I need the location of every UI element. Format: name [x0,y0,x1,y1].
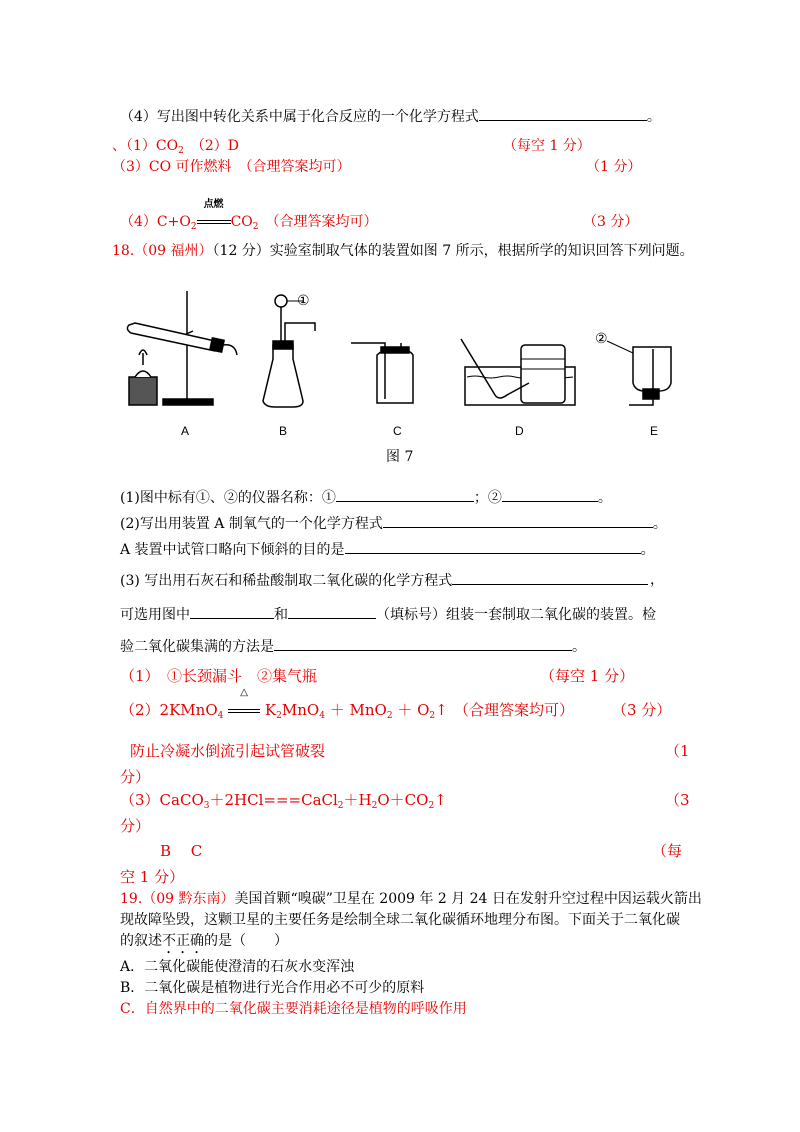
answer-17-line2: （3）CO 可作燃料 （合理答案均可） [112,159,351,175]
label-b: B [279,424,288,438]
answer-18-5: B C [160,842,203,860]
apparatus-a [127,291,237,405]
q19-line2: 现故障坠毁，这颗卫星的主要任务是绘制全球二氧化碳循环地理分布图。下面关于二氧化碳 [120,912,680,928]
q18-p2: (2)写出用装置 A 制氧气的一个化学方程式 。 [120,513,667,534]
answer-18-3-score: （1 [665,742,690,760]
q18-p2b: A 装置中试管口略向下倾斜的目的是 。 [120,539,655,560]
label-c: C [393,424,402,438]
q18-p3: (3) 写出用石灰石和稀盐酸制取二氧化碳的化学方程式 [120,570,648,591]
q18-heading: 18.（09 福州）（12 分）实验室制取气体的装置如图 7 所示，根据所学的知识回答下列问题。 [112,243,694,259]
answer-18-4-score-cont: 分） [120,817,151,835]
answer-18-2-note: （合理答案均可） [454,701,575,719]
label-e: E [650,424,659,438]
figure-caption: 图 7 [386,449,414,465]
q18-p3b: 可选用图中 和 （填标号）组装一套制取二氧化碳的装置。检 [120,604,656,625]
label-a: A [181,424,190,438]
q19-line1: 19.（09 黔东南）美国首颗“嗅碳”卫星在 2009 年 2 月 24 日在发射升空过程中因运载火箭出 [120,891,702,907]
answer-blank[interactable] [452,570,648,585]
q18-p1: (1)图中标有①、②的仪器名称：① ；② 。 [120,487,612,508]
answer-blank[interactable] [274,636,572,651]
emphasis-not-correct: 不正确 [162,933,204,949]
answer-18-1: （1） ①长颈漏斗 ②集气瓶 [120,667,318,685]
answer-18-5-score: （每 [652,842,683,860]
apparatus-figure [115,283,685,443]
q17-part4: （4）写出图中转化关系中属于化合反应的一个化学方程式 。 [120,106,661,127]
marker-1: ① [297,292,310,308]
answer-blank[interactable] [345,539,641,554]
answer-blank[interactable] [190,604,274,619]
answer-17-line1-score: （每空 1 分） [503,138,591,154]
answer-18-2-score: （3 分） [612,701,672,719]
answer-18-4: $(3)CaCO_3+2HCl===CaCl_2+H_2O+CO_2↑$ [120,791,447,811]
answer-blank[interactable] [502,487,598,502]
answer-17-line3: $(4)C+O_2$ 点燃 $CO_2$ （合理答案均可） [120,199,378,232]
q18-p3-end: ， [650,572,664,588]
answer-blank[interactable] [288,604,376,619]
marker-2: ② [595,330,608,346]
answer-18-5-score-cont: 空 1 分） [120,868,185,886]
q19-option-c[interactable]: C．自然界中的二氧化碳主要消耗途径是植物的呼吸作用 [120,1001,467,1017]
answer-blank[interactable] [336,487,474,502]
answer-18-3: 防止冷凝水倒流引起试管破裂 [130,742,326,760]
answer-blank[interactable] [383,513,653,528]
q19-option-b[interactable]: B．二氧化碳是植物进行光合作用必不可少的原料 [120,980,425,996]
reaction-condition: 点燃 [197,212,231,232]
apparatus-d [461,339,575,405]
label-d: D [515,424,524,438]
q19-line3: 的叙述不正确的是（ ） [120,933,288,949]
answer-17-line3-score: （3 分） [583,214,639,230]
apparatus-b [263,295,315,407]
answer-18-2: （2）2KMnO$_4$ △ $K_2MnO_4 + MnO_2$ ＋ $O_2↑$ [120,687,448,721]
apparatus-c [351,343,413,403]
answer-17-line1: 、$(1)CO_2$ （2）D [112,138,239,156]
answer-17-line2-score: （1 分） [586,159,642,175]
apparatus-e [607,341,671,405]
q18-p3c: 验二氧化碳集满的方法是 。 [120,636,586,657]
answer-18-1-score: （每空 1 分） [540,667,635,685]
answer-blank[interactable] [479,106,647,121]
reaction-condition: △ [228,700,260,720]
q19-option-a[interactable]: A．二氧化碳能使澄清的石灰水变浑浊 [120,959,355,975]
answer-18-3-score-cont: 分） [120,768,151,786]
answer-18-4-score: （3 [665,791,690,809]
